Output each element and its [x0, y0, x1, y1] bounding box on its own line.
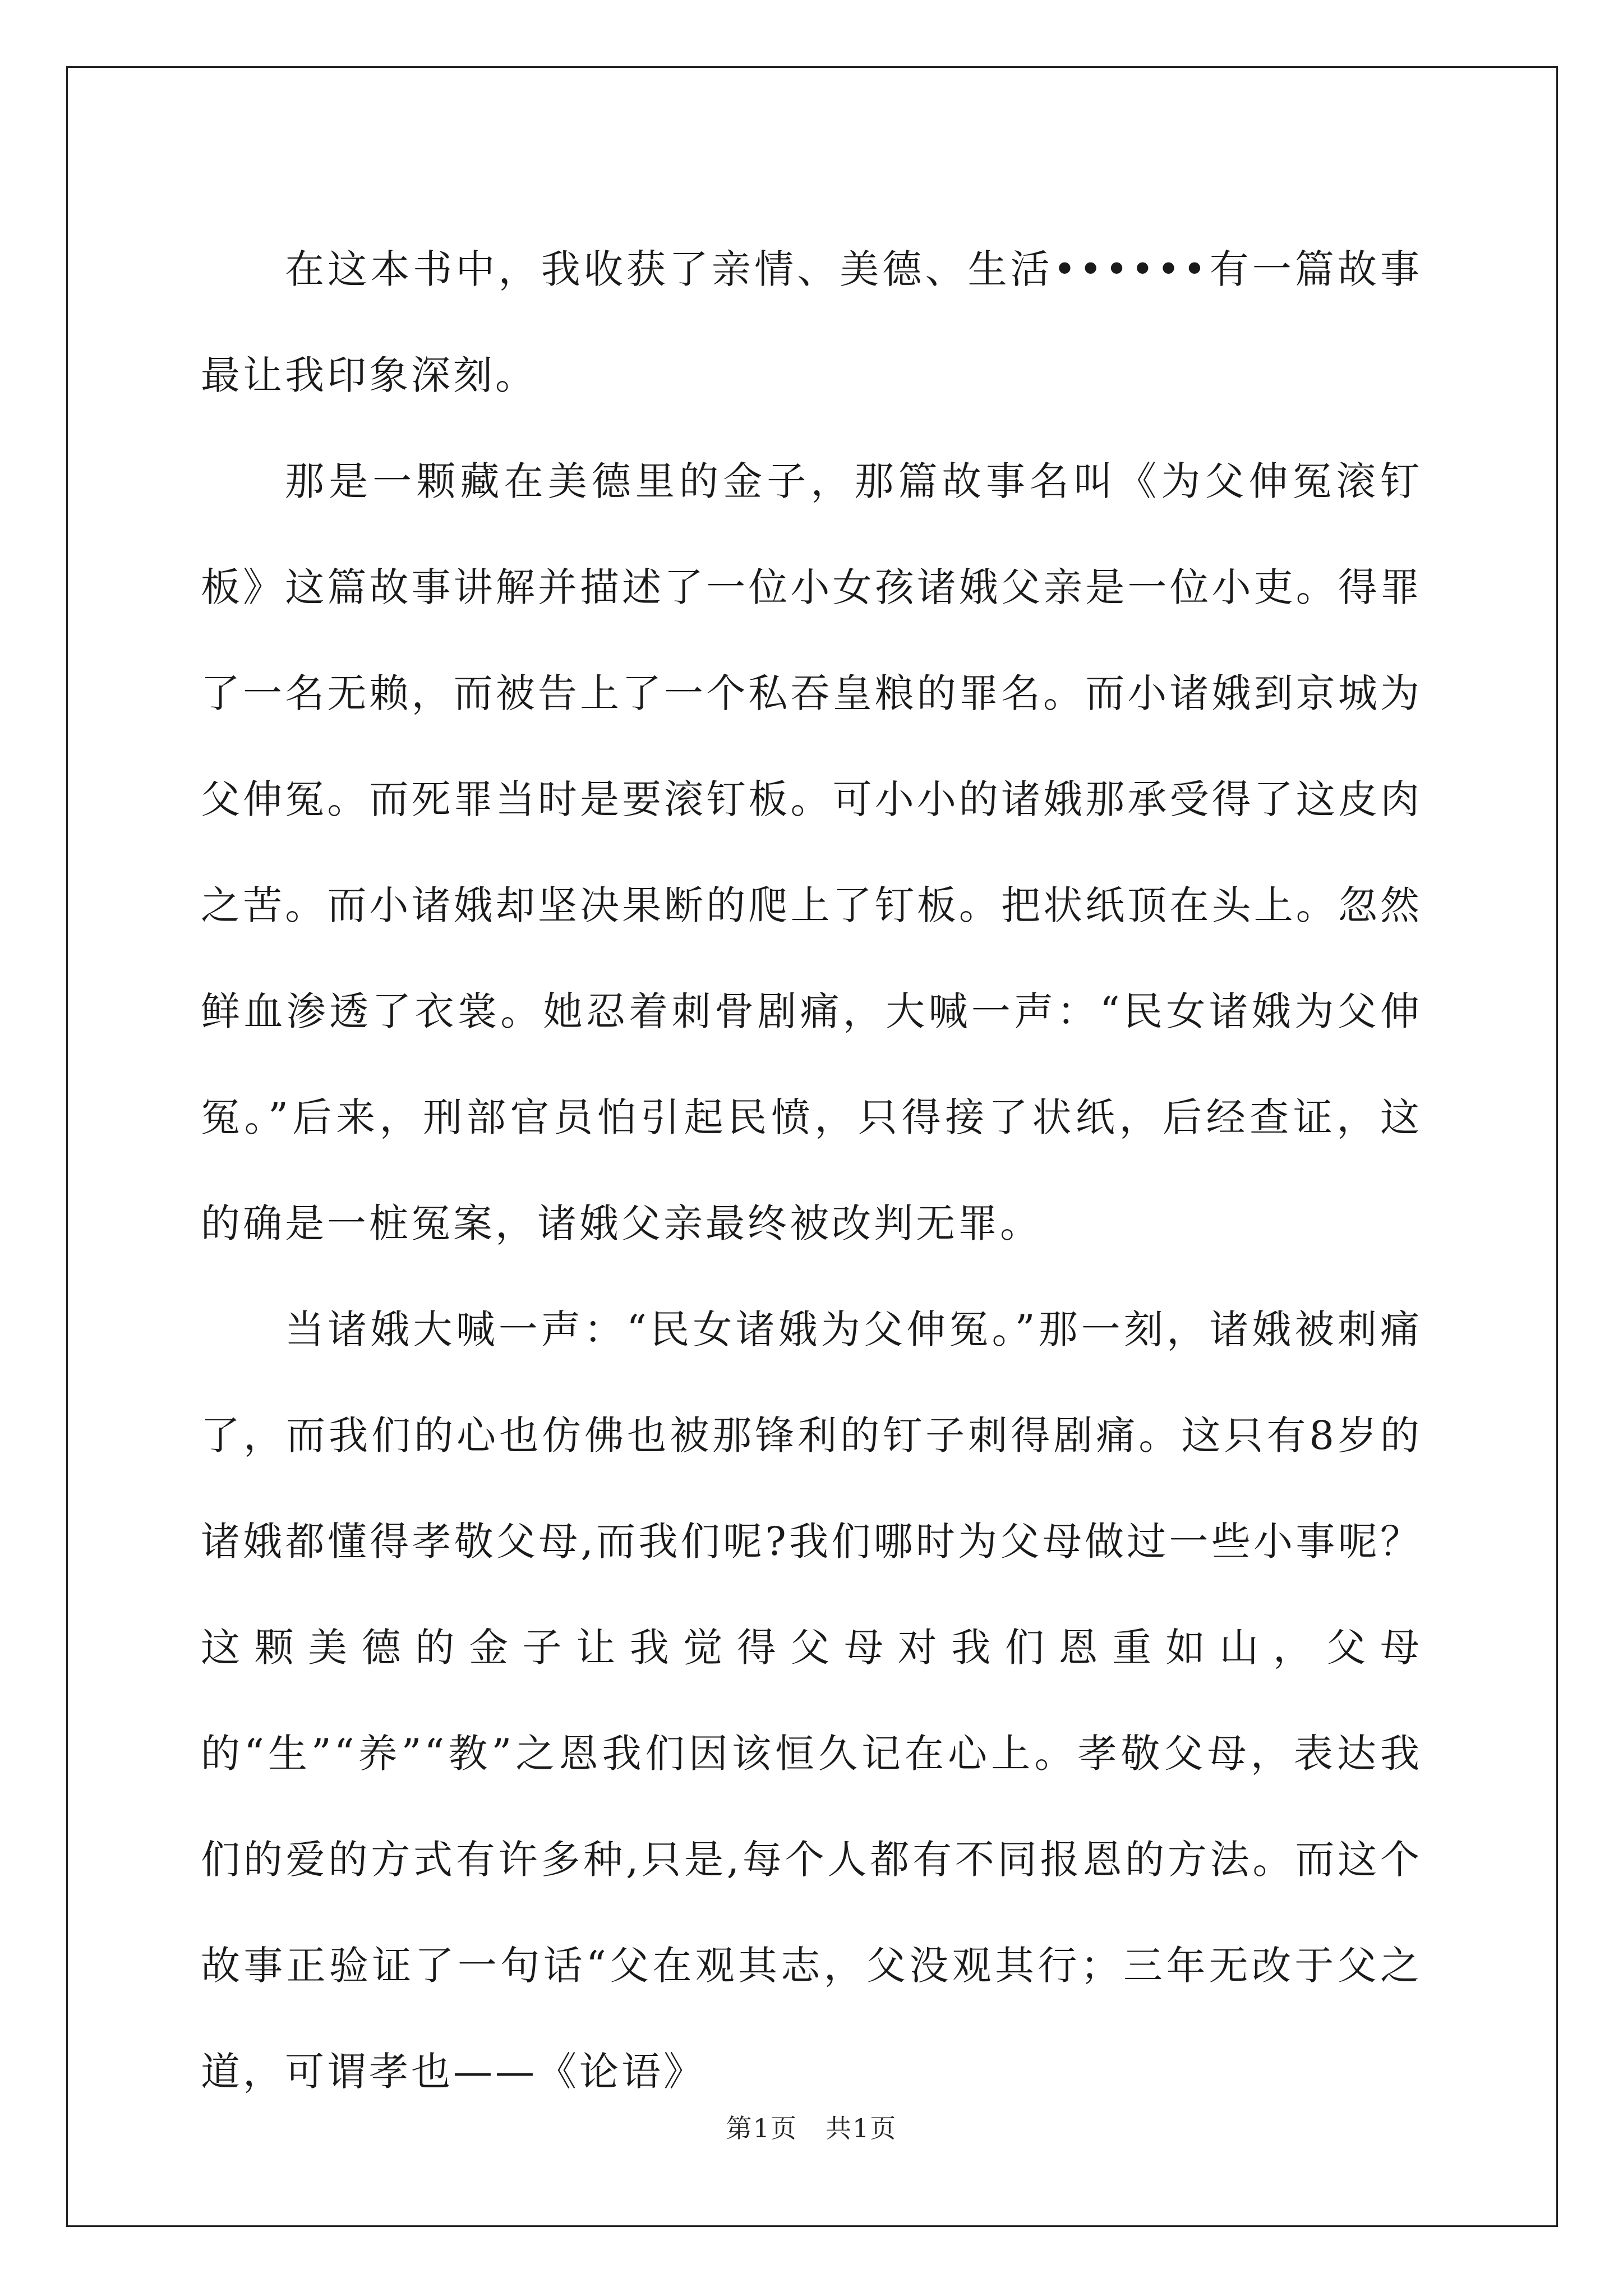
- paragraph-1: 在这本书中，我收获了亲情、美德、生活••••••有一篇故事最让我印象深刻。: [201, 246, 1422, 398]
- page-number-total: 共1页: [826, 2113, 897, 2143]
- paragraph-2: 那是一颗藏在美德里的金子，那篇故事名叫《为父伸冤滚钉板》这篇故事讲解并描述了一位小女孩诸娥父亲是一位小吏。得罪了一名无赖，而被告上了一个私吞皇粮的罪名。而小诸娥到京城为父伸冤。而死罪当时是要滚钉板。可小小的诸娥那承受得了这皮肉之苦。而小诸娥却坚决果断的爬上了钉板。把状纸顶在头上。忽然鲜血渗透了衣裳。她忍着刺骨剧痛，大喊一声：“民女诸娥为父伸冤。”后来，刑部官员怕引起民愤，只得接了状纸，后经查证，这的确是一桩冤案，诸娥父亲最终被改判无罪。: [201, 458, 1422, 1246]
- page-footer: [0, 2108, 1623, 2145]
- page-number-current: 第1页: [726, 2113, 797, 2143]
- paragraph-3: 当诸娥大喊一声：“民女诸娥为父伸冤。”那一刻，诸娥被刺痛了，而我们的心也仿佛也被那锋利的钉子刺得剧痛。这只有8岁的诸娥都懂得孝敬父母,而我们呢?我们哪时为父母做过一些小事呢？这颗美德的金子让我觉得父母对我们恩重如山，父母的“生”“养”“教”之恩我们因该恒久记在心上。孝敬父母，表达我们的爱的方式有许多种,只是,每个人都有不同报恩的方法。而这个故事正验证了一句话“父在观其志，父没观其行；三年无改于父之道，可谓孝也——《论语》: [201, 1306, 1422, 2095]
- document-body: [201, 217, 1422, 2125]
